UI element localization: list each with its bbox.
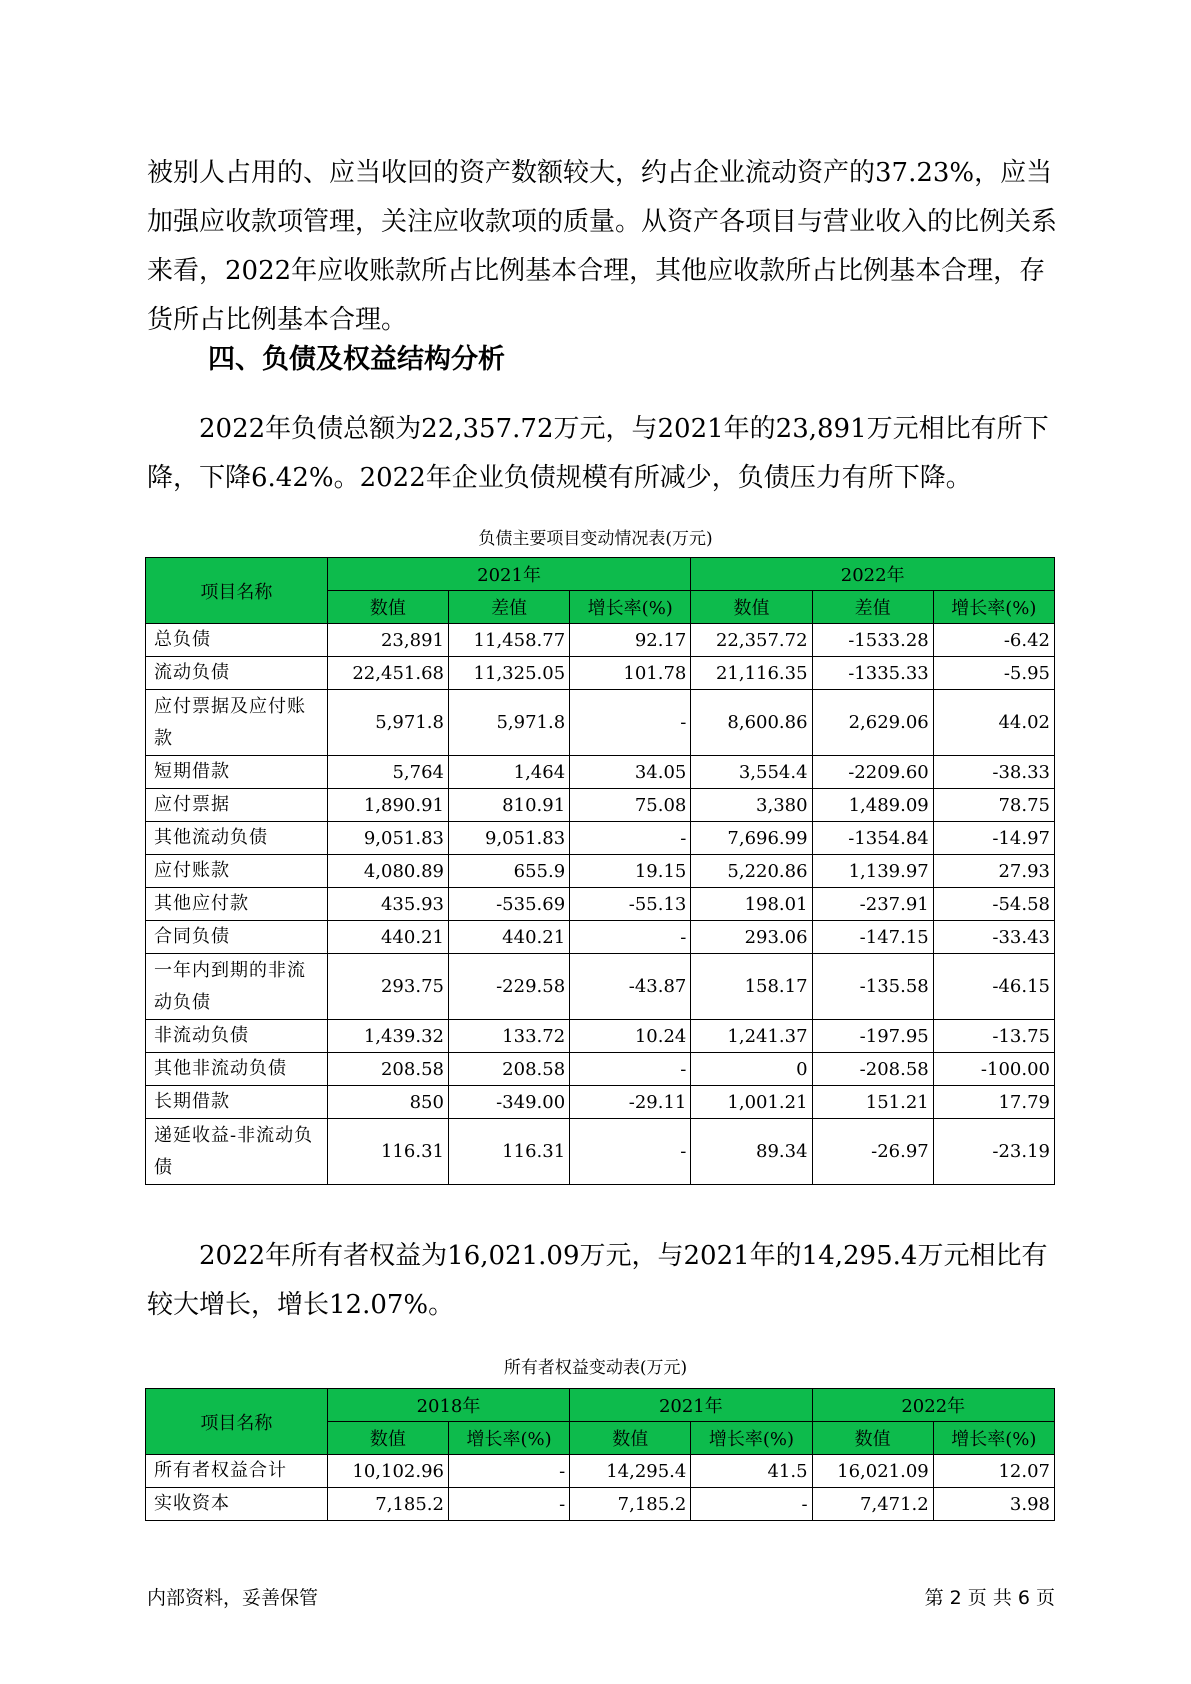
table-cell: -43.87 — [570, 954, 691, 1020]
table-cell: 655.9 — [448, 855, 569, 888]
table-cell: 2,629.06 — [812, 690, 933, 756]
header-growth-rate: 增长率(%) — [691, 1422, 812, 1455]
row-label: 应付账款 — [146, 855, 328, 888]
table-cell: 116.31 — [448, 1119, 569, 1185]
table-cell: 14,295.4 — [570, 1455, 691, 1488]
table-cell: 3.98 — [933, 1488, 1054, 1521]
liabilities-table — [145, 557, 1055, 1185]
table-cell: 75.08 — [570, 789, 691, 822]
header-growth-rate: 增长率(%) — [933, 591, 1054, 624]
table-row — [146, 822, 1055, 855]
section-heading: 四、负债及权益结构分析 — [208, 344, 505, 375]
table-cell: 435.93 — [327, 888, 448, 921]
table-cell: 8,600.86 — [691, 690, 812, 756]
row-label: 其他应付款 — [146, 888, 328, 921]
table-cell: - — [691, 1488, 812, 1521]
table-cell: 440.21 — [448, 921, 569, 954]
table-cell: - — [570, 1053, 691, 1086]
table-cell: 293.06 — [691, 921, 812, 954]
table-cell: -33.43 — [933, 921, 1054, 954]
table-row — [146, 1488, 1055, 1521]
table-cell: 34.05 — [570, 756, 691, 789]
table-row — [146, 888, 1055, 921]
table-cell: 133.72 — [448, 1020, 569, 1053]
table-cell: 23,891 — [327, 624, 448, 657]
table-cell: 198.01 — [691, 888, 812, 921]
table-cell: 5,971.8 — [448, 690, 569, 756]
table-cell: 7,471.2 — [812, 1488, 933, 1521]
table-cell: 27.93 — [933, 855, 1054, 888]
row-label: 应付票据 — [146, 789, 328, 822]
table-cell: - — [570, 1119, 691, 1185]
table-row — [146, 1086, 1055, 1119]
table-cell: -1533.28 — [812, 624, 933, 657]
table-cell: -100.00 — [933, 1053, 1054, 1086]
table-row — [146, 1455, 1055, 1488]
table-cell: 5,971.8 — [327, 690, 448, 756]
table-cell: -55.13 — [570, 888, 691, 921]
row-label: 一年内到期的非流动负债 — [146, 954, 328, 1020]
table-cell: -54.58 — [933, 888, 1054, 921]
row-label: 合同负债 — [146, 921, 328, 954]
table-cell: -6.42 — [933, 624, 1054, 657]
table-cell: 22,451.68 — [327, 657, 448, 690]
table-cell: 78.75 — [933, 789, 1054, 822]
table-row — [146, 1119, 1055, 1185]
table-cell: -535.69 — [448, 888, 569, 921]
table-row — [146, 855, 1055, 888]
table-cell: 92.17 — [570, 624, 691, 657]
table-cell: 10.24 — [570, 1020, 691, 1053]
table-cell: 208.58 — [327, 1053, 448, 1086]
row-label: 所有者权益合计 — [146, 1455, 328, 1488]
table-cell: 5,764 — [327, 756, 448, 789]
table-row — [146, 921, 1055, 954]
table-cell: 11,325.05 — [448, 657, 569, 690]
table-cell: 1,139.97 — [812, 855, 933, 888]
table-row — [146, 1053, 1055, 1086]
row-label: 非流动负债 — [146, 1020, 328, 1053]
table-cell: -349.00 — [448, 1086, 569, 1119]
table-cell: 810.91 — [448, 789, 569, 822]
table-row — [146, 624, 1055, 657]
row-label: 长期借款 — [146, 1086, 328, 1119]
table-cell: -29.11 — [570, 1086, 691, 1119]
paragraph-receivables: 被别人占用的、应当收回的资产数额较大，约占企业流动资产的37.23%，应当加强应收款项管理，关注应收款项的质量。从资产各项目与营业收入的比例关系来看，2022年应收账款所占比例基本合理，其他应收款所占比例基本合理，存货所占比例基本合理。 — [147, 158, 1058, 335]
table-row — [146, 789, 1055, 822]
table-cell: 208.58 — [448, 1053, 569, 1086]
table-cell: 4,080.89 — [327, 855, 448, 888]
table-cell: - — [448, 1455, 569, 1488]
table-row — [146, 1020, 1055, 1053]
table-cell: - — [570, 921, 691, 954]
table-cell: 116.31 — [327, 1119, 448, 1185]
table-cell: 850 — [327, 1086, 448, 1119]
header-item-name: 项目名称 — [146, 1389, 328, 1455]
table-row — [146, 657, 1055, 690]
table-cell: 41.5 — [691, 1455, 812, 1488]
header-difference: 差值 — [448, 591, 569, 624]
table-cell: 1,464 — [448, 756, 569, 789]
table-cell: 1,439.32 — [327, 1020, 448, 1053]
equity-table — [145, 1388, 1055, 1521]
table-cell: 1,241.37 — [691, 1020, 812, 1053]
table-cell: 7,185.2 — [570, 1488, 691, 1521]
paragraph-liabilities: 2022年负债总额为22,357.72万元，与2021年的23,891万元相比有所下降，下降6.42%。2022年企业负债规模有所减少，负债压力有所下降。 — [147, 414, 1049, 493]
row-label: 其他流动负债 — [146, 822, 328, 855]
table-cell: -1354.84 — [812, 822, 933, 855]
table-cell: -26.97 — [812, 1119, 933, 1185]
table-cell: 293.75 — [327, 954, 448, 1020]
table-cell: 3,380 — [691, 789, 812, 822]
table-cell: 1,489.09 — [812, 789, 933, 822]
table-cell: 7,185.2 — [327, 1488, 448, 1521]
table-cell: 22,357.72 — [691, 624, 812, 657]
table-cell: 10,102.96 — [327, 1455, 448, 1488]
table-cell: -14.97 — [933, 822, 1054, 855]
table-cell: -2209.60 — [812, 756, 933, 789]
table-cell: -46.15 — [933, 954, 1054, 1020]
table-row — [146, 690, 1055, 756]
header-item-name: 项目名称 — [146, 558, 328, 624]
header-difference: 差值 — [812, 591, 933, 624]
table-cell: -229.58 — [448, 954, 569, 1020]
table-cell: -147.15 — [812, 921, 933, 954]
footer-confidential-note: 内部资料，妥善保管 — [147, 1587, 319, 1609]
row-label: 流动负债 — [146, 657, 328, 690]
row-label: 应付票据及应付账款 — [146, 690, 328, 756]
row-label: 总负债 — [146, 624, 328, 657]
table-cell: 16,021.09 — [812, 1455, 933, 1488]
footer-page-number: 第 2 页 共 6 页 — [924, 1587, 1055, 1609]
table-cell: 9,051.83 — [327, 822, 448, 855]
table-caption-liabilities: 负债主要项目变动情况表(万元) — [478, 529, 713, 549]
header-year-2022: 2022年 — [691, 558, 1055, 591]
header-growth-rate: 增长率(%) — [570, 591, 691, 624]
table-cell: 7,696.99 — [691, 822, 812, 855]
table-cell: 89.34 — [691, 1119, 812, 1185]
row-label: 短期借款 — [146, 756, 328, 789]
header-value: 数值 — [812, 1422, 933, 1455]
table-cell: 44.02 — [933, 690, 1054, 756]
header-growth-rate: 增长率(%) — [448, 1422, 569, 1455]
table-cell: -5.95 — [933, 657, 1054, 690]
table-cell: - — [448, 1488, 569, 1521]
table-cell: 9,051.83 — [448, 822, 569, 855]
table-cell: 21,116.35 — [691, 657, 812, 690]
table-cell: 101.78 — [570, 657, 691, 690]
header-year-2022: 2022年 — [812, 1389, 1054, 1422]
row-label: 实收资本 — [146, 1488, 328, 1521]
header-year-2018: 2018年 — [327, 1389, 569, 1422]
header-value: 数值 — [691, 591, 812, 624]
header-value: 数值 — [327, 1422, 448, 1455]
table-cell: -197.95 — [812, 1020, 933, 1053]
table-row — [146, 756, 1055, 789]
table-cell: - — [570, 822, 691, 855]
header-growth-rate: 增长率(%) — [933, 1422, 1054, 1455]
table-cell: 158.17 — [691, 954, 812, 1020]
paragraph-equity: 2022年所有者权益为16,021.09万元，与2021年的14,295.4万元相比有较大增长，增长12.07%。 — [147, 1241, 1048, 1320]
table-row — [146, 954, 1055, 1020]
table-cell: -237.91 — [812, 888, 933, 921]
row-label: 其他非流动负债 — [146, 1053, 328, 1086]
table-cell: 440.21 — [327, 921, 448, 954]
table-cell: 1,890.91 — [327, 789, 448, 822]
table-caption-equity: 所有者权益变动表(万元) — [503, 1358, 688, 1378]
table-cell: -1335.33 — [812, 657, 933, 690]
table-cell: 3,554.4 — [691, 756, 812, 789]
table-cell: -208.58 — [812, 1053, 933, 1086]
table-cell: 12.07 — [933, 1455, 1054, 1488]
table-cell: - — [570, 690, 691, 756]
table-cell: -38.33 — [933, 756, 1054, 789]
row-label: 递延收益-非流动负债 — [146, 1119, 328, 1185]
table-cell: 1,001.21 — [691, 1086, 812, 1119]
header-year-2021: 2021年 — [327, 558, 691, 591]
header-year-2021: 2021年 — [570, 1389, 812, 1422]
table-cell: 17.79 — [933, 1086, 1054, 1119]
header-value: 数值 — [570, 1422, 691, 1455]
table-cell: 151.21 — [812, 1086, 933, 1119]
table-cell: -135.58 — [812, 954, 933, 1020]
table-cell: 0 — [691, 1053, 812, 1086]
header-value: 数值 — [327, 591, 448, 624]
table-cell: -23.19 — [933, 1119, 1054, 1185]
table-cell: 11,458.77 — [448, 624, 569, 657]
table-cell: 19.15 — [570, 855, 691, 888]
table-cell: -13.75 — [933, 1020, 1054, 1053]
table-cell: 5,220.86 — [691, 855, 812, 888]
